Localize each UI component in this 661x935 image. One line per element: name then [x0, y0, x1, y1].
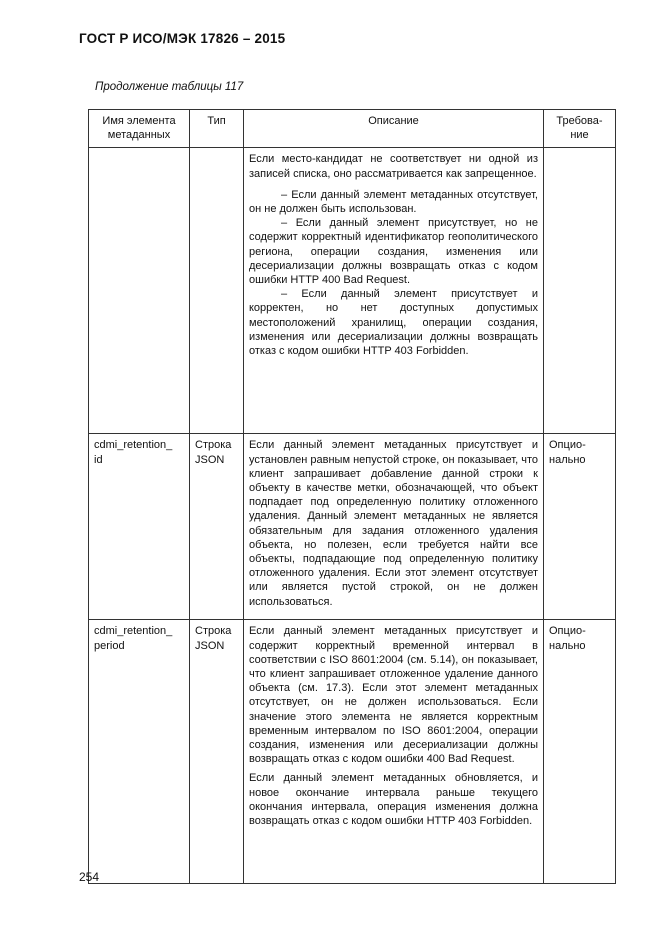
- cell-name: cdmi_retention_ id: [89, 434, 190, 620]
- description-paragraph: – Если данный элемент присутствует, но не содержит корректный идентификатор геополитического региона, операции создания, изменения или десериализации должны возвращать отказ с кодом ошибки HTTP 400 Bad Request.: [249, 217, 538, 287]
- header-description: Описание: [244, 110, 544, 148]
- description-paragraph: Если данный элемент метаданных присутствует и установлен равным непустой строке, он показывает, что клиент запрашивает добавление данной строки к объекту в качестве метки, обозначающей, что объект подпадает под определенную политику отложенного удаления. Данный элемент метаданных не является обязательным для задания отложенного удаления объекта, но полезен, если требуется найти все объекты, подпадающие под определенную политику отложенного удаления. Если этот элемент отсутствует или является пустой строкой, он не должен использоваться.: [249, 439, 538, 608]
- description-paragraph: – Если данный элемент присутствует и корректен, но нет доступных допустимых местоположений хранилищ, операции создания, изменения или десериализации должны возвращать отказ с кодом ошибки HTTP 403 Forbidden.: [249, 288, 538, 358]
- cell-type: [190, 148, 244, 434]
- header-name: Имя элемента метаданных: [89, 110, 190, 148]
- table-row: [89, 148, 616, 434]
- cell-type: Строка JSON: [190, 620, 244, 884]
- cell-type: Строка JSON: [190, 434, 244, 620]
- table-row: [89, 620, 616, 884]
- cell-name: cdmi_retention_ period: [89, 620, 190, 884]
- cell-description: [244, 620, 544, 884]
- cell-name: [89, 148, 190, 434]
- description-paragraph: – Если данный элемент метаданных отсутствует, он не должен быть использован.: [249, 188, 538, 216]
- document-header: ГОСТ Р ИСО/МЭК 17826 – 2015: [79, 31, 286, 46]
- cell-description: [244, 148, 544, 434]
- description-paragraph: Если данный элемент метаданных обновляется, и новое окончание интервала раньше текущего окончания интервала, операция изменения должна возвращать отказ с кодом ошибки HTTP 403 Forbidden.: [249, 772, 538, 828]
- description-paragraph: Если место-кандидат не соответствует ни одной из записей списка, оно рассматривается как запрещенное.: [249, 153, 538, 180]
- page-number: 254: [79, 870, 100, 884]
- cell-requirement: Опцио- нально: [544, 620, 616, 884]
- metadata-table: [88, 109, 616, 884]
- cell-requirement: [544, 148, 616, 434]
- table-header-row: [89, 110, 616, 148]
- description-paragraph: Если данный элемент метаданных присутствует и содержит корректный временной интервал в соответствии с ISO 8601:2004 (см. 5.14), он показывает, что клиент запрашивает отложенное удаление данного объекта (см. 17.3). Если этот элемент метаданных отсутствует, он не должен использоваться. Если значение этого элемента не является корректным временным интервалом по ISO 8601:2004, операции создания, изменения или десериализации должны возвращать отказ с кодом ошибки 400 Bad Request.: [249, 625, 538, 766]
- header-requirement: Требова- ние: [544, 110, 616, 148]
- table-caption: Продолжение таблицы 117: [95, 81, 244, 93]
- header-type: Тип: [190, 110, 244, 148]
- cell-description: [244, 434, 544, 620]
- cell-requirement: Опцио- нально: [544, 434, 616, 620]
- table-row: [89, 434, 616, 620]
